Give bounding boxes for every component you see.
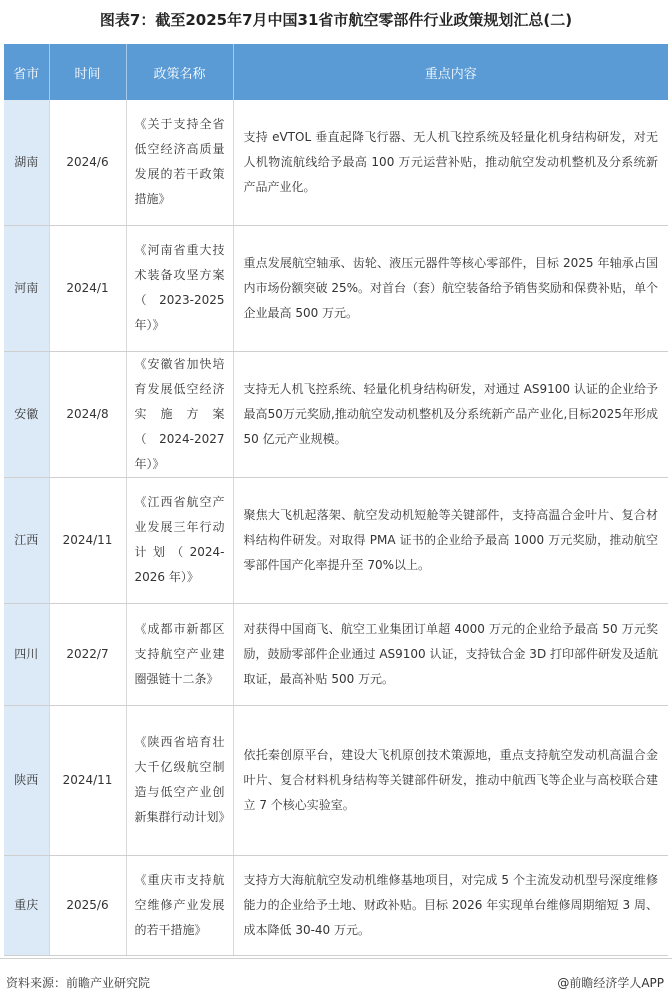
table-header-row (4, 44, 668, 100)
table-row (4, 351, 668, 477)
table-row (4, 603, 668, 705)
content-cell: 依托秦创原平台，建设大飞机原创技术策源地，重点支持航空发动机高温合金叶片、复合材料机身结构等关键部件研发，推动中航西飞等企业与高校联合建立 7 个核心实验室。 (233, 705, 668, 855)
province-cell: 湖南 (4, 100, 49, 225)
date-cell: 2025/6 (49, 855, 126, 955)
chart-title: 图表7：截至2025年7月中国31省市航空零部件行业政策规划汇总(二) (99, 11, 573, 29)
source-note: 资料来源：前瞻产业研究院 (6, 976, 151, 990)
content-cell: 支持无人机飞控系统、轻量化机身结构研发，对通过 AS9100 认证的企业给予最高50万元奖励,推动航空发动机整机及分系统新产品产业化,目标2025年形成 50 亿元产业规模。 (233, 351, 668, 477)
content-cell: 支持 eVTOL 垂直起降飞行器、无人机飞控系统及轻量化机身结构研发，对无人机物流航线给予最高 100 万元运营补贴，推动航空发动机整机及分系统新产品产业化。 (233, 100, 668, 225)
table-row (4, 477, 668, 603)
table-row (4, 855, 668, 955)
policy-name-cell: 《江西省航空产业发展三年行动计划（2024-2026 年）》 (126, 477, 233, 603)
table-row (4, 225, 668, 351)
content-cell: 重点发展航空轴承、齿轮、液压元器件等核心零部件，目标 2025 年轴承占国内市场份额突破 25%。对首台（套）航空装备给予销售奖励和保费补贴，单个企业最高 500 万元。 (233, 225, 668, 351)
policy-name-cell: 《陕西省培育壮大千亿级航空制造与低空产业创新集群行动计划》 (126, 705, 233, 855)
footer (0, 958, 672, 1004)
policy-table (4, 44, 668, 956)
content-cell: 支持方大海航航空发动机维修基地项目，对完成 5 个主流发动机型号深度维修能力的企业给予土地、财政补贴。目标 2026 年实现单台维修周期缩短 3 周、成本降低 30-40 万元。 (233, 855, 668, 955)
brand-credit: @前瞻经济学人APP (557, 976, 664, 990)
policy-name-cell: 《重庆市支持航空维修产业发展的若干措施》 (126, 855, 233, 955)
date-cell: 2024/1 (49, 225, 126, 351)
policy-name-cell: 《成都市新都区支持航空产业建圈强链十二条》 (126, 603, 233, 705)
date-cell: 2024/8 (49, 351, 126, 477)
province-cell: 陕西 (4, 705, 49, 855)
date-cell: 2024/6 (49, 100, 126, 225)
date-cell: 2024/11 (49, 705, 126, 855)
province-cell: 河南 (4, 225, 49, 351)
header-policy-name: 政策名称 (126, 44, 233, 100)
header-date: 时间 (49, 44, 126, 100)
policy-name-cell: 《关于支持全省低空经济高质量发展的若干政策措施》 (126, 100, 233, 225)
header-province: 省市 (4, 44, 49, 100)
policy-name-cell: 《河南省重大技术装备攻坚方案（2023-2025年）》 (126, 225, 233, 351)
date-cell: 2022/7 (49, 603, 126, 705)
province-cell: 安徽 (4, 351, 49, 477)
table-row (4, 705, 668, 855)
content-cell: 对获得中国商飞、航空工业集团订单超 4000 万元的企业给予最高 50 万元奖励，鼓励零部件企业通过 AS9100 认证，支持钛合金 3D 打印部件研发及适航取证，最高补贴 500 万元。 (233, 603, 668, 705)
province-cell: 重庆 (4, 855, 49, 955)
policy-name-cell: 《安徽省加快培育发展低空经济实施方案（2024-2027 年）》 (126, 351, 233, 477)
table-row (4, 100, 668, 225)
province-cell: 江西 (4, 477, 49, 603)
content-cell: 聚焦大飞机起落架、航空发动机短舱等关键部件，支持高温合金叶片、复合材料结构件研发。对取得 PMA 证书的企业给予最高 1000 万元奖励，推动航空零部件国产化率提升至 70%以上。 (233, 477, 668, 603)
header-key-content: 重点内容 (233, 44, 668, 100)
date-cell: 2024/11 (49, 477, 126, 603)
province-cell: 四川 (4, 603, 49, 705)
